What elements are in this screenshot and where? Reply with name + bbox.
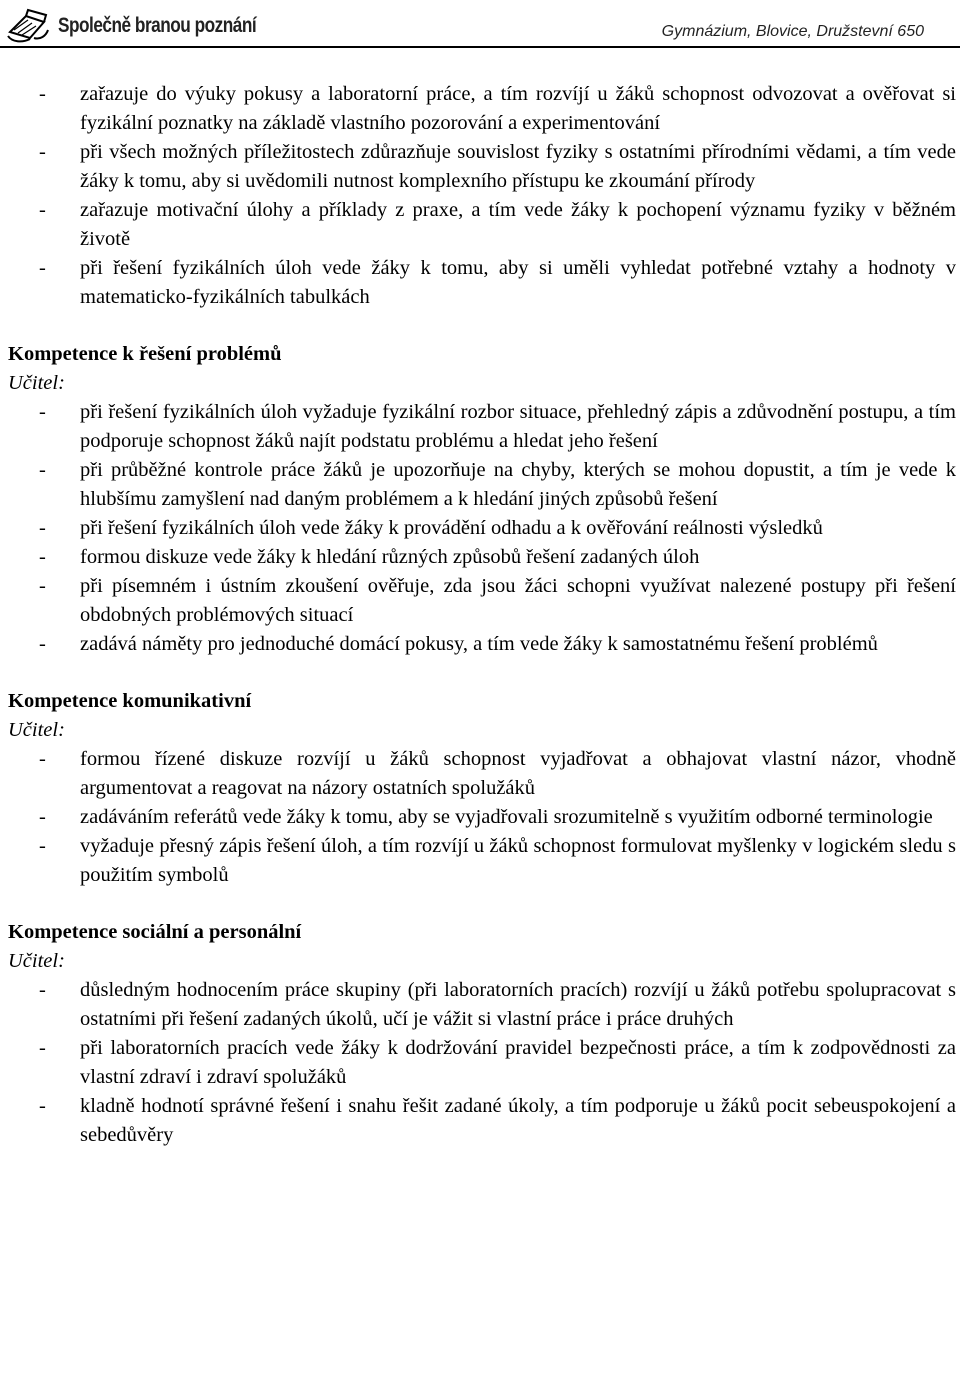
page-header [0,0,960,48]
section-title-problem-solving: Kompetence k řešení problémů [8,343,282,365]
list-item: - při řešení fyzikálních úloh vede žáky k provádění odhadu a k ověřování reálnosti výsledků [8,514,956,543]
section-title-communication: Kompetence komunikativní [8,690,252,712]
list-item: - vyžaduje přesný zápis řešení úloh, a tím rozvíjí u žáků schopnost formulovat myšlenky v logickém sledu s použitím symbolů [8,832,956,890]
list-item: - zadáváním referátů vede žáky k tomu, aby se vyjadřovali srozumitelně s využitím odborné terminologie [8,803,956,832]
list-item: - při průběžné kontrole práce žáků je upozorňuje na chyby, kterých se mohou dopustit, a tím je vede k hlubšímu zamyšlení nad daným problémem a k hledání jiných způsobů řešení [8,456,956,514]
teacher-label: Učitel: [8,950,65,972]
list-item: - formou diskuze vede žáky k hledání různých způsobů řešení zadaných úloh [8,543,956,572]
list-item: - při písemném i ústním zkoušení ověřuje, zda jsou žáci schopni využívat nalezené postupy při řešení obdobných problémových situací [8,572,956,630]
section-title-social-personal: Kompetence sociální a personální [8,921,302,943]
book-hands-logo-icon [4,2,52,44]
list-item: - při řešení fyzikálních úloh vyžaduje fyzikální rozbor situace, přehledný zápis a zdůvodnění postupu, a tím podporuje schopnost žáků najít podstatu problému a hledat jeho řešení [8,398,956,456]
document-body [8,80,956,1150]
communication-list [8,745,956,890]
school-address: Gymnázium, Blovice, Družstevní 650 [661,23,924,40]
brand-title: Společně branou poznání [58,14,257,37]
problem-solving-list [8,398,956,659]
list-item: - zařazuje motivační úlohy a příklady z praxe, a tím vede žáky k pochopení významu fyziky v běžném životě [8,196,956,254]
teacher-label: Učitel: [8,372,65,394]
list-item: - zařazuje do výuky pokusy a laboratorní práce, a tím rozvíjí u žáků schopnost odvozovat a ověřovat si fyzikální poznatky na základě vlastního pozorování a experimentování [8,80,956,138]
social-personal-list [8,976,956,1150]
list-item: - při laboratorních pracích vede žáky k dodržování pravidel bezpečnosti práce, a tím k zodpovědnosti za vlastní zdraví i zdraví spolužáků [8,1034,956,1092]
intro-list [8,80,956,312]
list-item: - formou řízené diskuze rozvíjí u žáků schopnost vyjadřovat a obhajovat vlastní názor, vhodně argumentovat a reagovat na názory ostatních spolužáků [8,745,956,803]
list-item: - zadává náměty pro jednoduché domácí pokusy, a tím vede žáky k samostatnému řešení problémů [8,630,956,659]
list-item: - důsledným hodnocením práce skupiny (při laboratorních pracích) rozvíjí u žáků potřebu spolupracovat s ostatními při řešení zadaných úkolů, učí je vážit si vlastní práce i práce druhých [8,976,956,1034]
list-item: - při všech možných příležitostech zdůrazňuje souvislost fyziky s ostatními přírodními vědami, a tím vede žáky k tomu, aby si uvědomili nutnost komplexního přístupu ke zkoumání přírody [8,138,956,196]
list-item: - kladně hodnotí správné řešení i snahu řešit zadané úkoly, a tím podporuje u žáků pocit sebeuspokojení a sebedůvěry [8,1092,956,1150]
list-item: - při řešení fyzikálních úloh vede žáky k tomu, aby si uměli vyhledat potřebné vztahy a hodnoty v matematicko-fyzikálních tabulkách [8,254,956,312]
teacher-label: Učitel: [8,719,65,741]
